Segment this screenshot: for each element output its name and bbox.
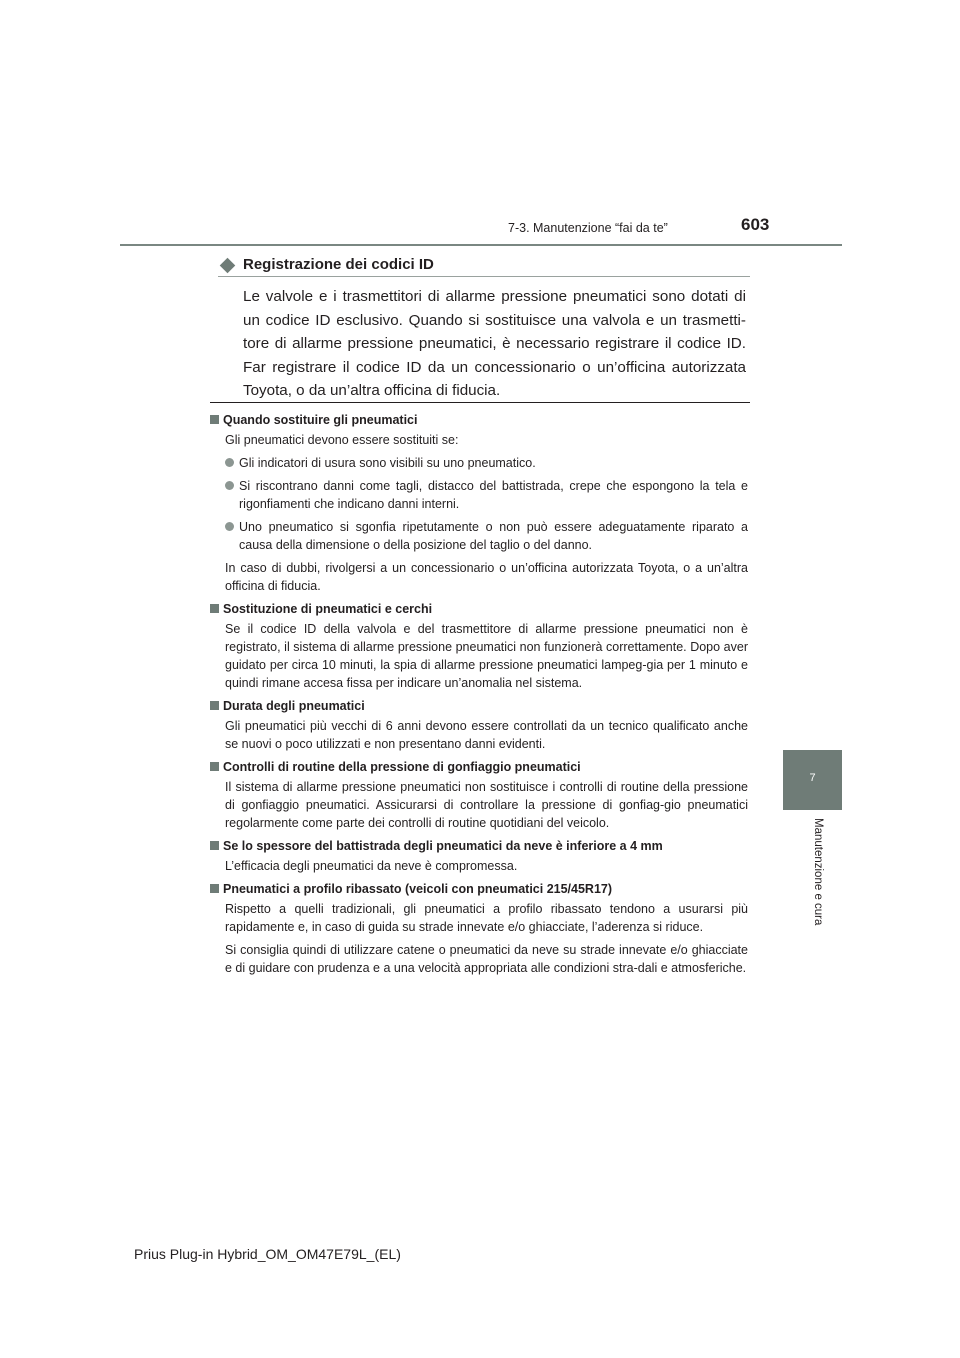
note-title-text: Quando sostituire gli pneumatici xyxy=(223,413,418,427)
section-heading xyxy=(218,255,750,275)
header-rule xyxy=(120,244,842,246)
notes-rule xyxy=(210,402,750,403)
list-item-text: Uno pneumatico si sgonfia ripetutamente o non può essere adeguatamente riparato a causa della dimensione o della posizione del taglio o del danno. xyxy=(239,520,748,552)
square-bullet-icon xyxy=(210,415,219,424)
notes-section xyxy=(210,411,748,977)
note-title-text: Se lo spessore del battistrada degli pneumatici da neve è inferiore a 4 mm xyxy=(223,839,663,853)
square-bullet-icon xyxy=(210,884,219,893)
chapter-tab xyxy=(783,750,842,810)
note-text: Se il codice ID della valvola e del trasmettitore di allarme pressione pneumatici non è registrato, il sistema di allarme pressione pneumatici non funzionerà correttamente. Dopo aver guidato per circa 10 minuti, la spia di allarme pressione pneumatici lampeg-gia per 1 minuto e quindi rimane accesa fissa per indicare un’anomalia nel sistema. xyxy=(225,622,748,690)
square-bullet-icon xyxy=(210,701,219,710)
note-text: Gli pneumatici più vecchi di 6 anni devono essere controllati da un tecnico qualificato anche se nuovi o poco utilizzati e non presentano danni evidenti. xyxy=(225,719,748,751)
page-number: 603 xyxy=(741,215,770,234)
note-text: Gli pneumatici devono essere sostituiti se: xyxy=(225,433,459,447)
section-heading-text: Registrazione dei codici ID xyxy=(243,256,434,273)
list-item-text: Gli indicatori di usura sono visibili su uno pneumatico. xyxy=(239,456,536,470)
note-title xyxy=(210,880,748,898)
note-text: L’efficacia degli pneumatici da neve è compromessa. xyxy=(225,859,518,873)
header-section-title: 7-3. Manutenzione “fai da te” xyxy=(508,221,668,235)
note-title-text: Pneumatici a profilo ribassato (veicoli con pneumatici 215/45R17) xyxy=(223,882,613,896)
note-title xyxy=(210,411,748,429)
circle-bullet-icon xyxy=(225,458,234,467)
list-item xyxy=(225,518,748,554)
square-bullet-icon xyxy=(210,841,219,850)
note-title xyxy=(210,697,748,715)
note-title-text: Sostituzione di pneumatici e cerchi xyxy=(223,602,433,616)
note-text: Rispetto a quelli tradizionali, gli pneumatici a profilo ribassato tendono a usurarsi più rapidamente e, in caso di guida su strade innevate e/o ghiacciate, l’aderenza si riduce. xyxy=(225,902,748,934)
square-bullet-icon xyxy=(210,762,219,771)
note-text: Il sistema di allarme pressione pneumatici non sostituisce i controlli di routine della pressione di gonfiaggio pneumatici. Assicurarsi di controllare la pressione di gonfiag-gio pneumatici regolarmente come parte dei controlli di routine quotidiani del veicolo. xyxy=(225,780,748,830)
note-title-text: Durata degli pneumatici xyxy=(223,699,365,713)
circle-bullet-icon xyxy=(225,522,234,531)
list-item xyxy=(225,477,748,513)
note-title xyxy=(210,600,748,618)
intro-paragraph: Le valvole e i trasmettitori di allarme pressione pneumatici sono dotati di un codice ID esclusivo. Quando si sostituisce una valvola e un trasmetti-tore di allarme pressione pneumatici, è necessario registrare il codice ID. Far registrare il codice ID da un concessionario o un’officina autorizzata Toyota, o da un’altra officina di fiducia. xyxy=(243,288,746,399)
note-text: Si consiglia quindi di utilizzare catene o pneumatici da neve su strade innevate e/o ghiacciate e di guidare con prudenza e a una velocità appropriata alle condizioni stra-dali e atmosferiche. xyxy=(225,943,748,975)
circle-bullet-icon xyxy=(225,481,234,490)
chapter-label: Manutenzione e cura xyxy=(812,818,824,926)
note-title-text: Controlli di routine della pressione di gonfiaggio pneumatici xyxy=(223,760,581,774)
diamond-icon xyxy=(220,257,236,273)
square-bullet-icon xyxy=(210,604,219,613)
note-title xyxy=(210,837,748,855)
list-item-text: Si riscontrano danni come tagli, distacco del battistrada, crepe che espongono la tela e rigonfiamenti che indicano danni interni. xyxy=(239,479,748,511)
footer-manual-id: Prius Plug-in Hybrid_OM_OM47E79L_(EL) xyxy=(134,1246,401,1262)
list-item xyxy=(225,454,748,472)
chapter-number: 7 xyxy=(809,772,816,784)
heading-rule xyxy=(218,276,750,277)
note-text: In caso di dubbi, rivolgersi a un concessionario o un’officina autorizzata Toyota, o a un’altra officina di fiducia. xyxy=(225,561,748,593)
note-title xyxy=(210,758,748,776)
